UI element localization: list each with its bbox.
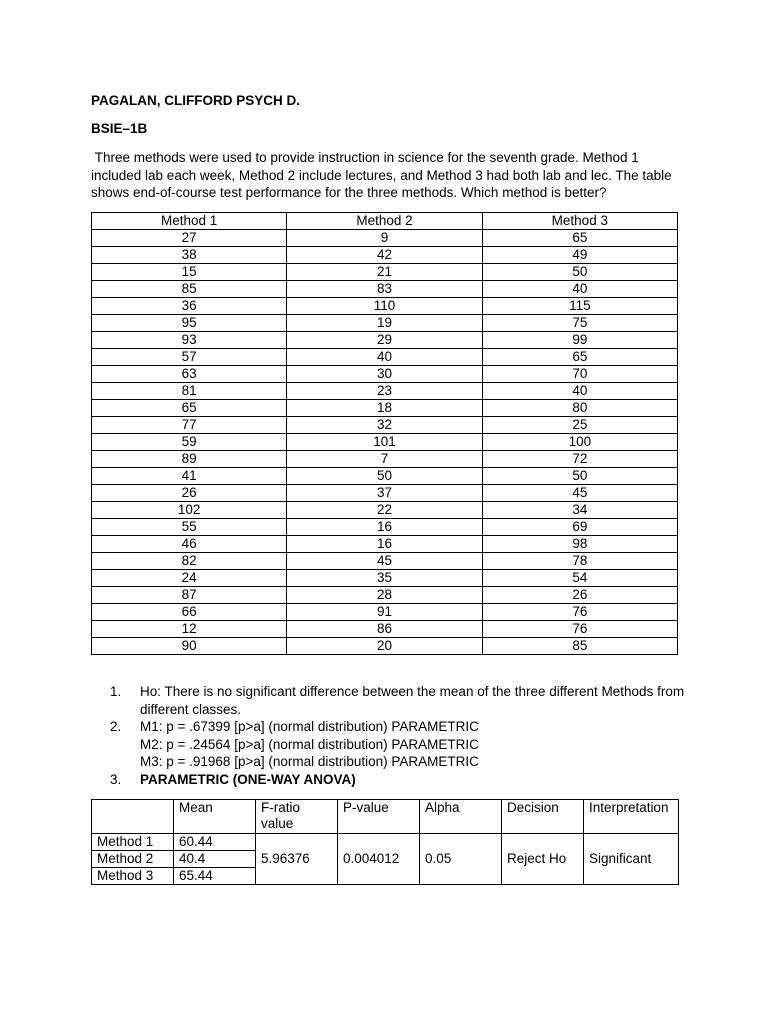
table-row (92, 298, 678, 315)
table-row (92, 604, 678, 621)
anova-method-label: Method 3 (92, 868, 174, 885)
table-cell-method-2: 83 (287, 281, 482, 298)
table-cell-method-2: 32 (287, 417, 482, 434)
table-row (92, 417, 678, 434)
table-cell-method-2: 21 (287, 264, 482, 281)
header-method-1: Method 1 (92, 213, 287, 230)
anova-method-label: Method 2 (92, 851, 174, 868)
normality-m3: M3: p = .91968 [p>a] (normal distribution) PARAMETRIC (140, 754, 479, 769)
table-cell-method-1: 41 (92, 468, 287, 485)
anova-row-method-1 (92, 834, 679, 851)
table-cell-method-2: 28 (287, 587, 482, 604)
normality-results (140, 718, 690, 771)
table-row (92, 485, 678, 502)
table-cell-method-1: 66 (92, 604, 287, 621)
table-cell-method-1: 59 (92, 434, 287, 451)
anova-interpretation: Significant (584, 834, 679, 885)
table-cell-method-2: 40 (287, 349, 482, 366)
table-cell-method-3: 40 (482, 281, 677, 298)
table-row (92, 349, 678, 366)
anova-decision: Reject Ho (502, 834, 584, 885)
list-item-normality (110, 718, 690, 771)
table-row (92, 502, 678, 519)
table-cell-method-2: 101 (287, 434, 482, 451)
table-cell-method-1: 81 (92, 383, 287, 400)
list-item-test (110, 771, 690, 789)
table-cell-method-1: 90 (92, 638, 287, 655)
student-name: PAGALAN, CLIFFORD PSYCH D. (91, 93, 300, 108)
list-number: 2. (110, 719, 122, 734)
table-cell-method-2: 110 (287, 298, 482, 315)
anova-alpha: 0.05 (420, 834, 502, 885)
table-cell-method-3: 34 (482, 502, 677, 519)
anova-f-ratio: 5.96376 (256, 834, 338, 885)
student-section: BSIE–1B (91, 121, 148, 136)
table-row (92, 332, 678, 349)
table-cell-method-2: 91 (287, 604, 482, 621)
table-cell-method-1: 26 (92, 485, 287, 502)
table-row (92, 587, 678, 604)
table-cell-method-1: 87 (92, 587, 287, 604)
table-row (92, 519, 678, 536)
table-cell-method-3: 100 (482, 434, 677, 451)
table-cell-method-3: 76 (482, 604, 677, 621)
list-item-hypothesis (110, 683, 690, 718)
anova-header-alpha: Alpha (420, 800, 502, 834)
table-row (92, 553, 678, 570)
table-row (92, 247, 678, 264)
table-cell-method-3: 54 (482, 570, 677, 587)
table-cell-method-3: 76 (482, 621, 677, 638)
table-cell-method-1: 24 (92, 570, 287, 587)
table-row (92, 468, 678, 485)
anova-header-f-ratio: F-ratio value (256, 800, 338, 834)
table-cell-method-1: 15 (92, 264, 287, 281)
anova-method-label: Method 1 (92, 834, 174, 851)
table-row (92, 536, 678, 553)
table-cell-method-3: 65 (482, 349, 677, 366)
table-cell-method-3: 25 (482, 417, 677, 434)
table-cell-method-3: 72 (482, 451, 677, 468)
normality-m1: M1: p = .67399 [p>a] (normal distribution) PARAMETRIC (140, 719, 479, 734)
hypothesis-text: Ho: There is no significant difference between the mean of the three different Methods from different classes. (140, 684, 685, 717)
table-row (92, 264, 678, 281)
table-cell-method-1: 82 (92, 553, 287, 570)
test-name: PARAMETRIC (ONE-WAY ANOVA) (140, 771, 356, 787)
table-row (92, 366, 678, 383)
anova-header-row (92, 800, 679, 834)
table-cell-method-3: 80 (482, 400, 677, 417)
table-cell-method-2: 86 (287, 621, 482, 638)
table-cell-method-1: 65 (92, 400, 287, 417)
table-cell-method-2: 20 (287, 638, 482, 655)
anova-header-interpretation: Interpretation (584, 800, 679, 834)
list-number: 1. (110, 684, 122, 699)
table-cell-method-2: 30 (287, 366, 482, 383)
table-row (92, 281, 678, 298)
table-row (92, 315, 678, 332)
anova-header-mean: Mean (174, 800, 256, 834)
anova-method-mean: 65.44 (174, 868, 256, 885)
list-number: 3. (110, 771, 122, 787)
table-cell-method-3: 78 (482, 553, 677, 570)
table-cell-method-2: 16 (287, 519, 482, 536)
table-cell-method-3: 98 (482, 536, 677, 553)
table-cell-method-1: 63 (92, 366, 287, 383)
table-cell-method-3: 40 (482, 383, 677, 400)
normality-m2: M2: p = .24564 [p>a] (normal distribution) PARAMETRIC (140, 736, 479, 752)
table-row (92, 570, 678, 587)
table-cell-method-1: 102 (92, 502, 287, 519)
table-cell-method-3: 75 (482, 315, 677, 332)
table-cell-method-2: 42 (287, 247, 482, 264)
table-cell-method-3: 49 (482, 247, 677, 264)
header-method-2: Method 2 (287, 213, 482, 230)
table-cell-method-2: 50 (287, 468, 482, 485)
table-row (92, 621, 678, 638)
table-row (92, 638, 678, 655)
table-cell-method-1: 89 (92, 451, 287, 468)
table-cell-method-3: 65 (482, 230, 677, 247)
table-cell-method-2: 29 (287, 332, 482, 349)
table-cell-method-1: 36 (92, 298, 287, 315)
anova-table (91, 799, 679, 885)
table-cell-method-1: 85 (92, 281, 287, 298)
table-cell-method-3: 50 (482, 264, 677, 281)
table-cell-method-1: 12 (92, 621, 287, 638)
table-cell-method-2: 22 (287, 502, 482, 519)
table-cell-method-3: 69 (482, 519, 677, 536)
table-cell-method-3: 50 (482, 468, 677, 485)
scores-header-row (92, 213, 678, 230)
table-cell-method-1: 95 (92, 315, 287, 332)
table-row (92, 434, 678, 451)
table-cell-method-1: 93 (92, 332, 287, 349)
table-cell-method-3: 99 (482, 332, 677, 349)
table-cell-method-2: 37 (287, 485, 482, 502)
table-cell-method-2: 45 (287, 553, 482, 570)
table-row (92, 400, 678, 417)
table-cell-method-3: 70 (482, 366, 677, 383)
table-cell-method-2: 23 (287, 383, 482, 400)
table-cell-method-2: 9 (287, 230, 482, 247)
table-cell-method-1: 38 (92, 247, 287, 264)
table-cell-method-2: 19 (287, 315, 482, 332)
header-method-3: Method 3 (482, 213, 677, 230)
anova-header-blank (92, 800, 174, 834)
table-cell-method-3: 26 (482, 587, 677, 604)
table-row (92, 230, 678, 247)
table-cell-method-3: 115 (482, 298, 677, 315)
anova-method-mean: 60.44 (174, 834, 256, 851)
table-cell-method-2: 16 (287, 536, 482, 553)
table-cell-method-1: 27 (92, 230, 287, 247)
analysis-list (110, 683, 690, 788)
problem-statement: Three methods were used to provide instruction in science for the seventh grade. Method 1 included lab each week, Method 2 include lectures, and Method 3 had both lab and lec. The table shows end-of-course test performance for the three methods. Which method is better? (91, 150, 676, 200)
anova-header-p-value: P-value (338, 800, 420, 834)
anova-method-mean: 40.4 (174, 851, 256, 868)
table-cell-method-1: 77 (92, 417, 287, 434)
table-cell-method-2: 35 (287, 570, 482, 587)
scores-table (91, 212, 678, 655)
anova-p-value: 0.004012 (338, 834, 420, 885)
table-cell-method-2: 7 (287, 451, 482, 468)
anova-header-decision: Decision (502, 800, 584, 834)
table-cell-method-3: 45 (482, 485, 677, 502)
table-cell-method-1: 55 (92, 519, 287, 536)
table-cell-method-2: 18 (287, 400, 482, 417)
table-cell-method-1: 46 (92, 536, 287, 553)
table-row (92, 383, 678, 400)
table-cell-method-1: 57 (92, 349, 287, 366)
table-cell-method-3: 85 (482, 638, 677, 655)
table-row (92, 451, 678, 468)
